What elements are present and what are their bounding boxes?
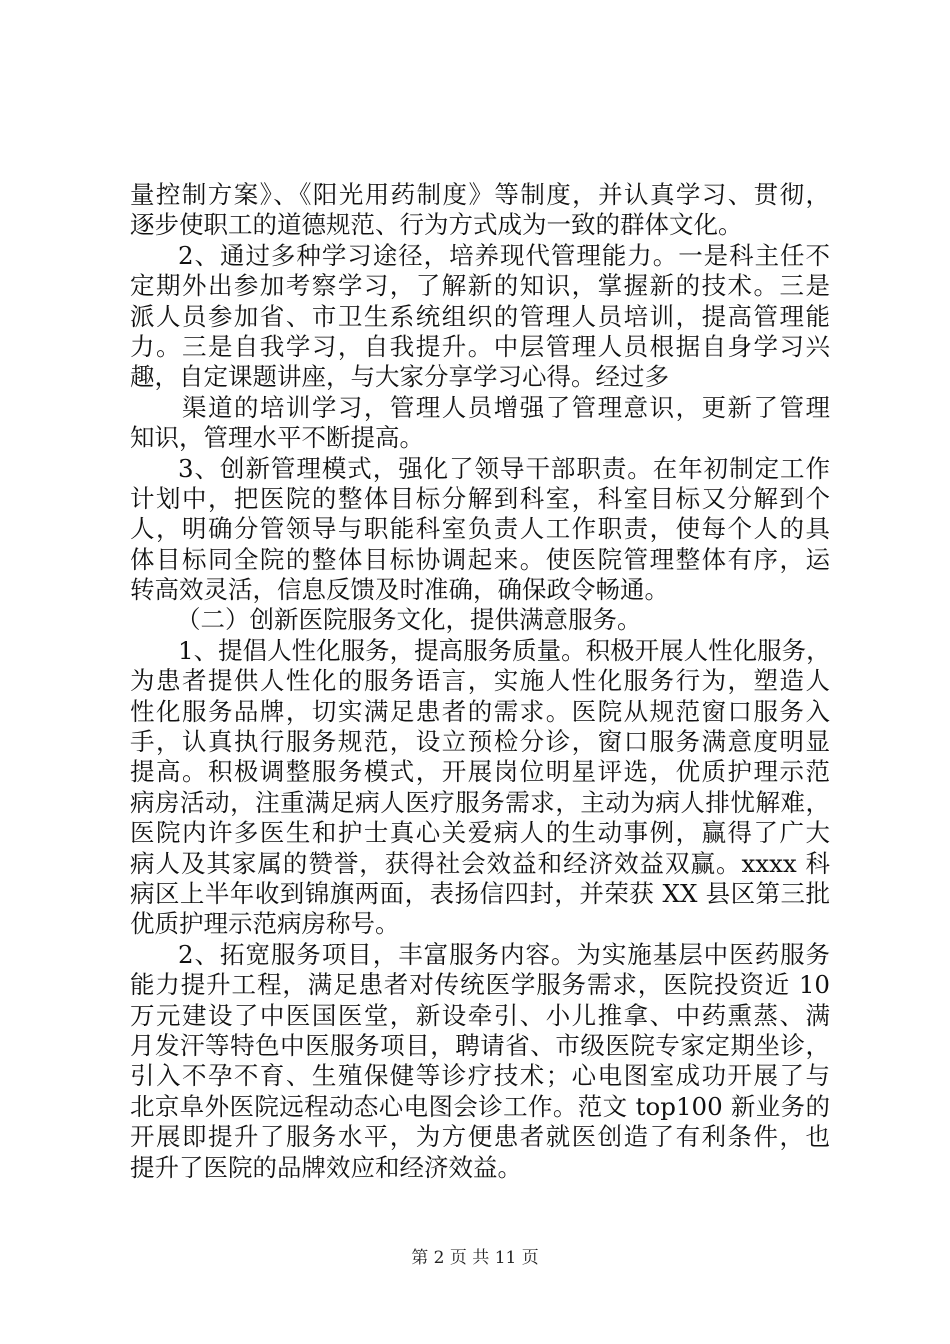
text-line: 量控制方案》、《阳光用药制度》等制度，并认真学习、贯彻， xyxy=(130,180,830,209)
text-line: 北京阜外医院远程动态心电图会诊工作。范文 top100 新业务的 xyxy=(130,1091,830,1121)
text-line: 趣，自定课题讲座，与大家分享学习心得。经过多 xyxy=(130,362,669,392)
text-line: 提高。积极调整服务模式，开展岗位明星评选，优质护理示范 xyxy=(130,757,830,787)
page-footer: 第 2 页 共 11 页 xyxy=(411,1248,539,1268)
text-line: 3、创新管理模式，强化了领导干部职责。在年初制定工作 xyxy=(178,453,830,483)
text-line: 优质护理示范病房称号。 xyxy=(130,909,400,939)
text-line: 定期外出参加考察学习，了解新的知识，掌握新的技术。三是 xyxy=(130,271,830,301)
text-line: 引入不孕不育、生殖保健等诊疗技术；心电图室成功开展了与 xyxy=(130,1061,830,1091)
text-line: 2、通过多种学习途径，培养现代管理能力。一是科主任不 xyxy=(178,240,830,270)
text-line: 逐步使职工的道德规范、行为方式成为一致的群体文化。 xyxy=(130,210,743,240)
text-line: 能力提升工程，满足患者对传统医学服务需求，医院投资近 10 xyxy=(130,970,830,1000)
text-line: 计划中，把医院的整体目标分解到科室，科室目标又分解到个 xyxy=(130,483,830,513)
text-line: 转高效灵活，信息反馈及时准确，确保政令畅通。 xyxy=(130,575,669,605)
text-line: 万元建设了中医国医堂，新设牵引、小儿推拿、中药熏蒸、满 xyxy=(130,1000,830,1030)
text-line: 体目标同全院的整体目标协调起来。使医院管理整体有序，运 xyxy=(130,544,830,574)
text-line: 性化服务品牌，切实满足患者的需求。医院从规范窗口服务入 xyxy=(130,696,830,726)
text-line: 手，认真执行服务规范，设立预检分诊，窗口服务满意度明显 xyxy=(130,727,830,757)
text-line: 医院内许多医生和护士真心关爱病人的生动事例，赢得了广大 xyxy=(130,818,830,848)
text-line: 知识，管理水平不断提高。 xyxy=(130,423,424,453)
section-heading: （二）创新医院服务文化，提供满意服务。 xyxy=(176,605,642,635)
text-line: 人，明确分管领导与职能科室负责人工作职责，使每个人的具 xyxy=(130,514,830,544)
text-line: 开展即提升了服务水平，为方便患者就医创造了有利条件，也 xyxy=(130,1122,830,1152)
text-line: 为患者提供人性化的服务语言，实施人性化服务行为，塑造人 xyxy=(130,666,830,696)
text-line: 月发汗等特色中医服务项目，聘请省、市级医院专家定期坐诊， xyxy=(130,1030,830,1060)
text-line: 提升了医院的品牌效应和经济效益。 xyxy=(130,1152,522,1182)
text-line: 渠道的培训学习，管理人员增强了管理意识，更新了管理 xyxy=(182,392,830,422)
text-line: 1、提倡人性化服务，提高服务质量。积极开展人性化服务， xyxy=(178,635,831,665)
text-line: 2、拓宽服务项目，丰富服务内容。为实施基层中医药服务 xyxy=(178,939,830,969)
text-line: 病房活动，注重满足病人医疗服务需求，主动为病人排忧解难， xyxy=(130,787,830,817)
text-line: 病区上半年收到锦旗两面，表扬信四封，并荣获 XX 县区第三批 xyxy=(130,878,830,908)
text-line: 力。三是自我学习，自我提升。中层管理人员根据自身学习兴 xyxy=(130,331,830,361)
document-body xyxy=(130,180,830,1183)
text-line: 病人及其家属的赞誉，获得社会效益和经济效益双赢。xxxx 科 xyxy=(130,848,830,878)
text-line: 派人员参加省、市卫生系统组织的管理人员培训，提高管理能 xyxy=(130,301,830,331)
